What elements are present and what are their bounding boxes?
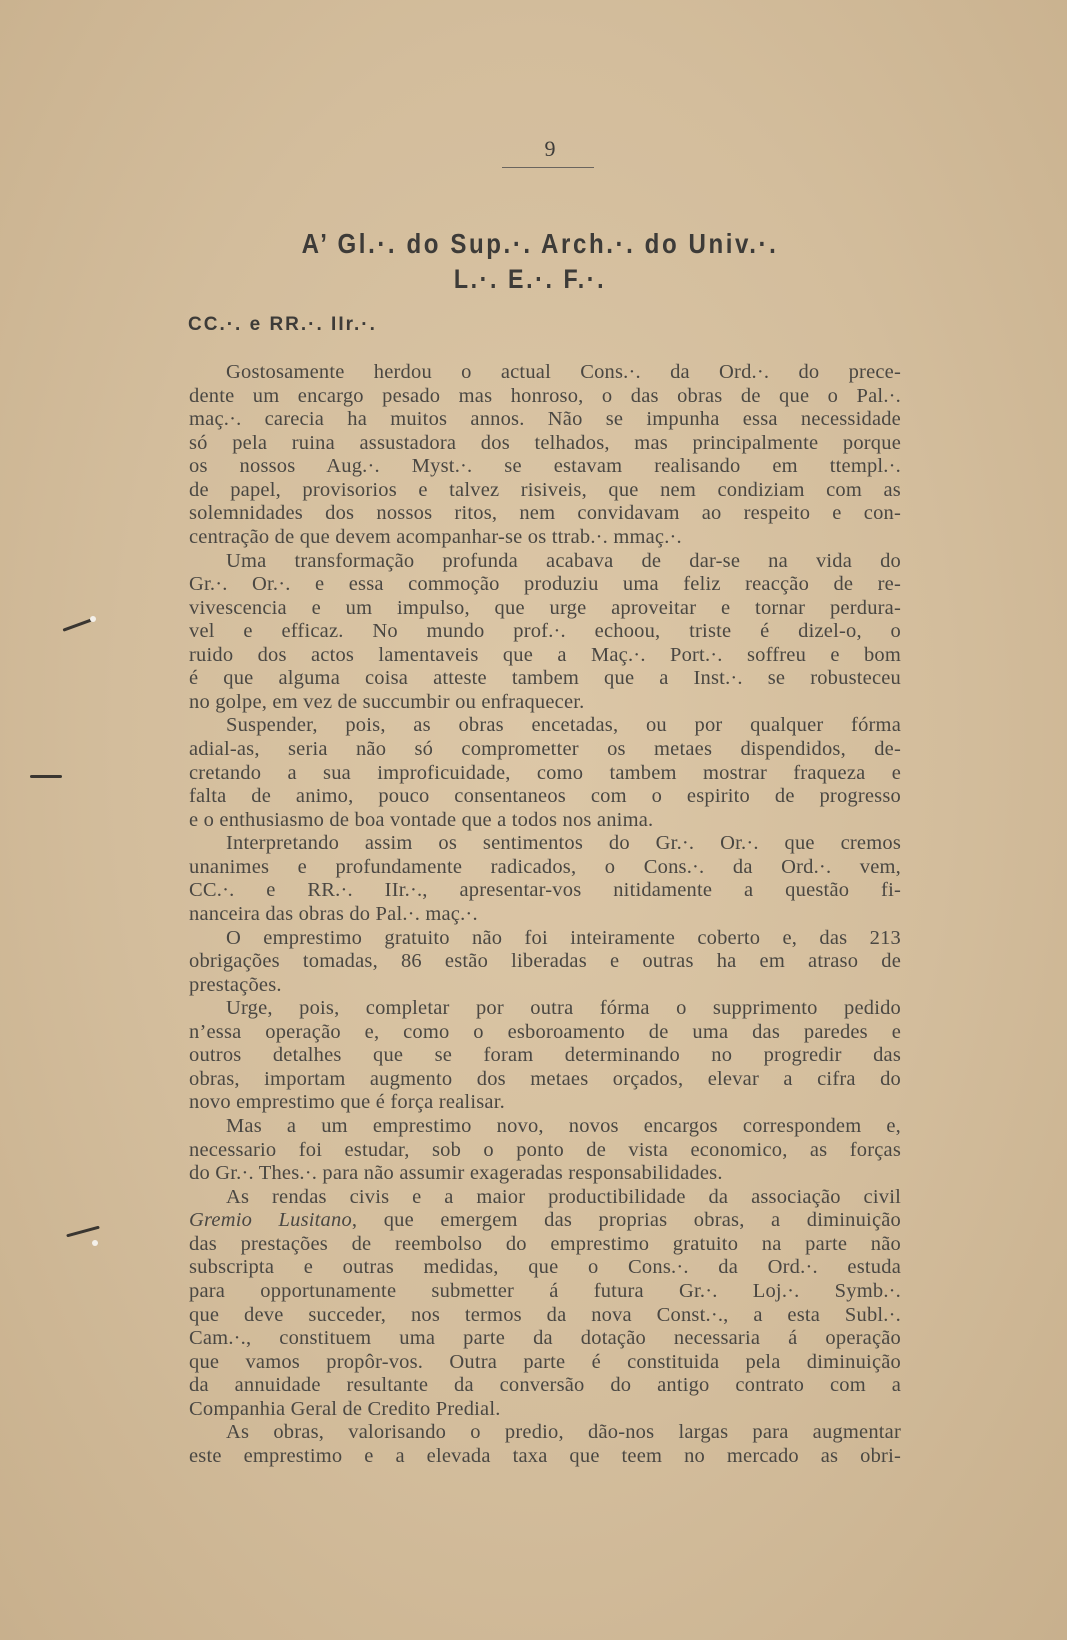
text-line: este emprestimo e a elevada taxa que teem no mercado as obri-: [189, 1444, 901, 1467]
text-line: As rendas civis e a maior productibilidade da associação civil: [226, 1185, 901, 1208]
text-line: O emprestimo gratuito não foi inteiramente coberto e, das 213: [226, 926, 901, 949]
text-line: Mas a um emprestimo novo, novos encargos correspondem e,: [226, 1115, 901, 1137]
text-line: n’essa operação e, como o esboroamento de uma das paredes e: [189, 1020, 901, 1043]
heading-motto: L.·. E.·. F.·.: [453, 264, 607, 294]
heading-invocation: A’ Gl.·. do Sup.·. Arch.·. do Univ.·.: [301, 228, 779, 259]
text-line: Cam.·., constituem uma parte da dotação necessaria á operação: [189, 1327, 901, 1350]
text-line: do Gr.·. Thes.·. para não assumir exageradas responsabilidades.: [189, 1162, 723, 1185]
text-line: para opportunamente submetter á futura Gr.·. Loj.·. Symb.·.: [189, 1279, 901, 1302]
text-line: Suspender, pois, as obras encetadas, ou por qualquer fórma: [226, 714, 901, 737]
text-line: Urge, pois, completar por outra fórma o supprimento pedido: [226, 997, 901, 1020]
text-line: centração de que devem acompanhar-se os ttrab.·. mmaç.·.: [189, 525, 682, 548]
page-number: 9: [544, 136, 556, 161]
text-line: vel e efficaz. No mundo prof.·. echoou, triste é dizel-o, o: [189, 620, 901, 643]
text-line: cretando a sua improficuidade, como tambem mostrar fraqueza e: [189, 761, 901, 784]
body-text: [189, 361, 901, 1468]
text-line: dente um encargo pesado mas honroso, o das obras de que o Pal.·.: [189, 384, 901, 407]
italic-name: Gremio Lusitano: [189, 1209, 352, 1232]
text-line-segment: , que emergem das proprias obras, a diminuição: [351, 1209, 901, 1232]
text-line: das prestações de reembolso do emprestimo gratuito na parte não: [189, 1232, 901, 1255]
text-line: falta de animo, pouco consentaneos com o espirito de progresso: [189, 785, 901, 808]
text-line: maç.·. carecia ha muitos annos. Não se impunha essa necessidade: [189, 408, 901, 431]
binding-mark: [30, 775, 62, 778]
text-line: vivescencia e um impulso, que urge aproveitar e tornar perdura-: [189, 596, 901, 619]
text-line: só pela ruina assustadora dos telhados, mas principalmente porque: [189, 431, 901, 454]
text-line: que vamos propôr-vos. Outra parte é constituida pela diminuição: [189, 1350, 901, 1373]
binding-mark: [66, 1226, 100, 1238]
text-line: ruido dos actos lamentaveis que a Maç.·. Port.·. soffreu e bom: [189, 643, 901, 666]
binding-hole: [92, 1240, 98, 1246]
text-line: necessario foi estudar, sob o ponto de vista economico, as forças: [189, 1138, 901, 1161]
text-line: As obras, valorisando o predio, dão-nos largas para augmentar: [226, 1421, 901, 1444]
text-line: unanimes e profundamente radicados, o Cons.·. da Ord.·. vem,: [189, 855, 901, 878]
text-line: os nossos Aug.·. Myst.·. se estavam realisando em ttempl.·.: [189, 455, 901, 478]
text-line: Interpretando assim os sentimentos do Gr.·. Or.·. que cremos: [226, 832, 901, 855]
text-line: Gr.·. Or.·. e essa commoção produziu uma feliz reacção de re-: [189, 573, 901, 596]
text-line: da annuidade resultante da conversão do antigo contrato com a: [189, 1374, 901, 1397]
text-line: novo emprestimo que é força realisar.: [189, 1091, 505, 1114]
text-line: subscripta e outras medidas, que o Cons.·. da Ord.·. estuda: [189, 1256, 901, 1279]
salutation: CC.·. e RR.·. IIr.·.: [188, 314, 377, 335]
text-line: Gostosamente herdou o actual Cons.·. da Ord.·. do prece-: [226, 361, 901, 383]
page-number-rule: [502, 167, 594, 168]
text-line: [189, 1209, 901, 1233]
text-line: prestações.: [189, 973, 282, 996]
binding-hole: [90, 616, 96, 622]
text-line: Uma transformação profunda acabava de dar-se na vida do: [226, 549, 901, 572]
text-line: CC.·. e RR.·. IIr.·., apresentar-vos nitidamente a questão fi-: [189, 879, 901, 902]
text-line: obrigações tomadas, 86 estão liberadas e outras ha em atraso de: [189, 950, 901, 973]
text-line: no golpe, em vez de succumbir ou enfraquecer.: [189, 690, 585, 713]
text-line: nanceira das obras do Pal.·. maç.·.: [189, 902, 478, 925]
text-line: outros detalhes que se foram determinando no progredir das: [189, 1044, 901, 1067]
text-line: que deve succeder, nos termos da nova Const.·., a esta Subl.·.: [189, 1303, 901, 1326]
text-line: adial-as, seria não só comprometter os metaes dispendidos, de-: [189, 738, 901, 760]
text-line: é que alguma coisa atteste tambem que a Inst.·. se robusteceu: [189, 667, 901, 690]
text-line: obras, importam augmento dos metaes orçados, elevar a cifra do: [189, 1067, 901, 1090]
text-line: e o enthusiasmo de boa vontade que a todos nos anima.: [189, 808, 654, 831]
text-line: solemnidades dos nossos ritos, nem convidavam ao respeito e con-: [189, 502, 901, 525]
text-line: de papel, provisorios e talvez risiveis, que nem condiziam com as: [189, 478, 901, 501]
text-line: Companhia Geral de Credito Predial.: [189, 1397, 501, 1420]
